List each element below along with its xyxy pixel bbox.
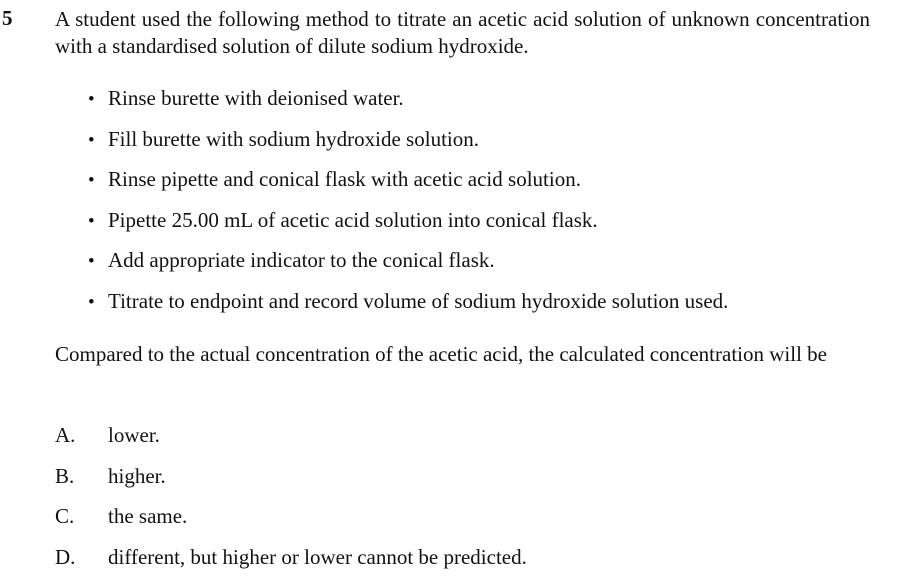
method-step-text: Rinse pipette and conical flask with acetic acid solution.	[108, 166, 581, 193]
option-text: higher.	[108, 463, 166, 490]
method-step	[88, 288, 728, 329]
option-letter: D.	[55, 544, 108, 571]
answer-option-d[interactable]	[55, 544, 527, 584]
method-step	[88, 126, 728, 167]
answer-option-a[interactable]	[55, 422, 527, 463]
method-step-text: Titrate to endpoint and record volume of sodium hydroxide solution used.	[108, 288, 728, 315]
method-step	[88, 166, 728, 207]
method-step-text: Rinse burette with deionised water.	[108, 85, 404, 112]
bullet-icon: •	[88, 289, 108, 316]
method-steps-list	[88, 85, 728, 329]
bullet-icon: •	[88, 248, 108, 275]
method-step	[88, 207, 728, 248]
option-text: different, but higher or lower cannot be predicted.	[108, 544, 527, 571]
bullet-icon: •	[88, 208, 108, 235]
option-letter: C.	[55, 503, 108, 530]
question-number: 5	[2, 6, 13, 31]
bullet-icon: •	[88, 167, 108, 194]
bullet-icon: •	[88, 86, 108, 113]
option-text: lower.	[108, 422, 160, 449]
method-step	[88, 85, 728, 126]
question-prompt: Compared to the actual concentration of the acetic acid, the calculated concentration will be	[55, 341, 870, 368]
option-text: the same.	[108, 503, 187, 530]
method-step	[88, 247, 728, 288]
method-step-text: Fill burette with sodium hydroxide solution.	[108, 126, 479, 153]
method-step-text: Add appropriate indicator to the conical flask.	[108, 247, 495, 274]
option-letter: A.	[55, 422, 108, 449]
question-stem: A student used the following method to titrate an acetic acid solution of unknown concentration with a standardised solution of dilute sodium hydroxide.	[55, 6, 870, 60]
bullet-icon: •	[88, 127, 108, 154]
method-step-text: Pipette 25.00 mL of acetic acid solution into conical flask.	[108, 207, 598, 234]
answer-options-list	[55, 422, 527, 584]
option-letter: B.	[55, 463, 108, 490]
answer-option-b[interactable]	[55, 463, 527, 504]
answer-option-c[interactable]	[55, 503, 527, 544]
